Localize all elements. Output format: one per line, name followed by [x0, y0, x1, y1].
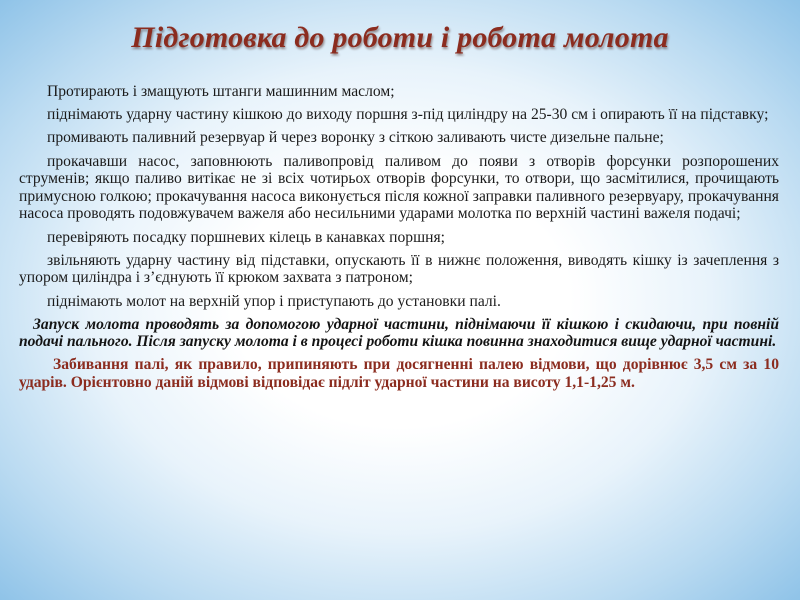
step-paragraph-3: промивають паливний резервуар й через воронку з сіткою заливають чисте дизельне пальне;	[47, 129, 664, 147]
step-paragraph-1: Протирають і змащують штанги машинним маслом;	[47, 83, 395, 100]
startup-note-paragraph: Запуск молота проводять за допомогою ударної частини, піднімаючи її кішкою і скидаючи, при повній подачі пального. Після запуску молота і в процесі роботи кішка повинна знаходитися вище ударної частині.	[19, 315, 779, 351]
step-paragraph-5: перевіряють посадку поршневих кілець в канавках поршня;	[47, 228, 445, 246]
step-paragraph-4: прокачавши насос, заповнюють паливопровід паливом до появи з отворів форсунки розпорошених струменів; якщо паливо витікає не зі всіх чотирьох отворів форсунки, то отвори, що засмітилися, прочищають примусною голкою; прокачування насоса виконується після кожної заправки паливного резервуару, прокачування насоса проводять подовжувачем важеля або несильними ударами молотка по верхній частині важеля подачі;	[19, 152, 779, 223]
step-paragraph-2: піднімають ударну частину кішкою до виходу поршня з-під циліндру на 25-30 см і опирають її на підставку;	[47, 106, 769, 124]
slide-body	[19, 83, 779, 397]
step-paragraph-7: піднімають молот на верхній упор і приступають до установки палі.	[47, 292, 501, 310]
refusal-note-paragraph: Забивання палі, як правило, припиняють при досягненні палею відмови, що дорівнює 3,5 см за 10 ударів. Орієнтовно даній відмові відповідає підліт ударної частини на висоту 1,1-1,25 м.	[19, 356, 779, 392]
step-paragraph-6: звільняють ударну частину від підставки, опускають її в нижнє положення, виводять кішку із зачеплення з упором циліндра і з’єднують її крюком захвата з патроном;	[19, 251, 779, 287]
slide-title: Підготовка до роботи і робота молота	[131, 21, 669, 54]
